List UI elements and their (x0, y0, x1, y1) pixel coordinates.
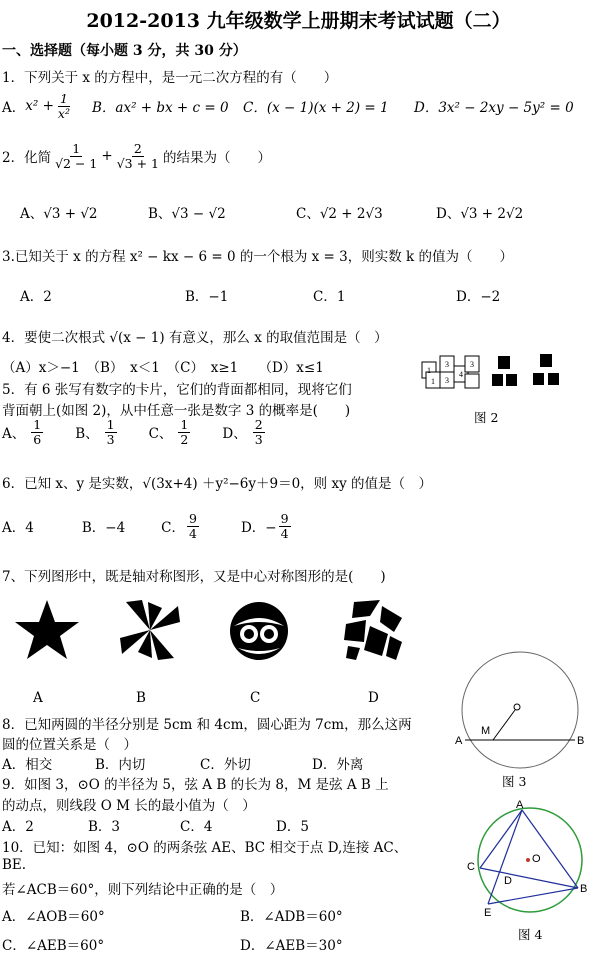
q1-a-label: A． (2, 100, 26, 116)
q8-option-d: D．外离 (312, 757, 364, 773)
numerator: 9 (189, 511, 197, 526)
q9-option-a: A．2 (2, 819, 34, 835)
q8-stem-line2: 圆的位置关系是（ ） (2, 737, 137, 753)
numerator: 1 (59, 90, 68, 106)
q1-option-c: C．(x − 1)(x + 2) = 1 (243, 100, 389, 116)
fig4-point-b: B (580, 883, 588, 895)
q5-stem-line2: 背面朝上(如图 2)，从中任意一张是数字 3 的概率是( ) (2, 403, 351, 419)
q3-option-c: C．1 (313, 289, 346, 305)
q2-stem (2, 134, 271, 178)
q5-a-label: A、 (2, 426, 26, 443)
card-number: 4 (459, 370, 463, 379)
q6-d-fraction (279, 512, 291, 541)
denominator: √3 + 1 (116, 155, 159, 171)
numerator: 9 (280, 511, 289, 526)
q2-fraction-2 (115, 142, 161, 171)
q9-stem-line2: 的动点，则线段 O M 长的最小值为（ ） (2, 798, 256, 814)
q2-stem-pre: 2．化简 (2, 150, 52, 166)
q3-option-a: A．2 (20, 289, 52, 305)
q5-a-fraction (31, 418, 43, 447)
q8-stem-line1: 8．已知两圆的半径分别是 5cm 和 4cm，圆心距为 7cm，那么这两 (2, 717, 412, 733)
card-number: 1 (431, 377, 435, 386)
fig4-point-c: C (467, 861, 475, 873)
card-number: 3 (445, 376, 449, 385)
q5-c-label: C、 (148, 426, 173, 443)
shape-d-pattern (340, 598, 406, 664)
fig4-point-o: O (532, 853, 541, 865)
q2-plus: + (101, 148, 113, 164)
q1-option-b: B．ax² + bx + c = 0 (92, 100, 229, 116)
fig4-point-d: D (504, 875, 512, 887)
q5-d-fraction (253, 418, 265, 447)
q8-option-a: A．相交 (2, 757, 53, 773)
figure-4-caption: 图 4 (518, 927, 543, 942)
q10-stem-line1: 10．已知：如图 4，⊙O 的两条弦 AE、BC 相交于点 D,连接 AC、 (2, 840, 408, 856)
q10-option-c: C．∠AEB＝60° (2, 938, 105, 954)
numerator: 1 (33, 417, 42, 432)
q6-option-a: A．4 (2, 520, 34, 537)
q2-stem-post: 的结果为（ ） (163, 150, 271, 166)
fig4-point-a: A (516, 799, 524, 811)
figure-2-cards (420, 350, 595, 400)
denominator: 3 (106, 431, 115, 447)
q6-options (2, 512, 293, 541)
q9-option-b: B．3 (88, 819, 121, 835)
q7-label-d: D (368, 690, 379, 706)
q10-stem-line3: 若∠ACB＝60°，则下列结论中正确的是（ ） (2, 882, 284, 898)
q1-option-d: D．3x² − 2xy − 5y² = 0 (414, 100, 574, 116)
page-title: 2012-2013 九年级数学上册期末考试试题（二） (86, 10, 511, 32)
denominator: 4 (280, 525, 289, 541)
card-number: 3 (445, 360, 449, 369)
q8-option-c: C．外切 (200, 757, 251, 773)
denominator: 2 (180, 431, 189, 447)
q10-stem-line2: BE. (2, 857, 27, 873)
denominator: 3 (254, 431, 263, 447)
numerator: 2 (254, 417, 263, 432)
q10-option-d: D．∠AEB＝30° (240, 938, 343, 954)
fig3-point-b: B (577, 735, 585, 747)
q1-a-fraction (56, 92, 72, 121)
q2-option-d: D、√3 + 2√2 (436, 206, 524, 222)
section-heading: 一、选择题（每小题 3 分，共 30 分） (2, 43, 247, 59)
numerator: 2 (133, 140, 142, 156)
q9-stem-line1: 9．如图 3，⊙O 的半径为 5，弦 A B 的长为 8，M 是弦 A B 上 (2, 777, 389, 793)
denominator: √2 − 1 (55, 155, 98, 171)
q5-options (2, 418, 267, 447)
q10-option-a: A．∠AOB＝60° (2, 909, 105, 925)
q4-options: （A）x＞−1 （B） x＜1 （C） x≥1 （D）x≤1 (2, 360, 324, 376)
q8-option-b: B．内切 (95, 757, 146, 773)
q5-b-label: B、 (75, 426, 99, 443)
shape-a-star (12, 598, 82, 662)
denominator: 6 (33, 431, 42, 447)
q7-stem: 7、下列图形中，既是轴对称图形，又是中心对称图形的是( ) (2, 569, 386, 585)
denominator: x² (57, 105, 70, 121)
q5-stem-line1: 5．有 6 张写有数字的卡片，它们的背面都相同，现将它们 (2, 382, 352, 398)
shape-b-pinwheel (118, 598, 182, 662)
numerator: 1 (72, 140, 81, 156)
card-number: 3 (470, 360, 474, 369)
q9-option-d: D．5 (276, 819, 309, 835)
figure-3-caption: 图 3 (502, 774, 527, 789)
q3-option-b: B．−1 (185, 289, 229, 305)
q6-c-fraction (187, 512, 199, 541)
q1-a-expr: x² + (25, 98, 54, 114)
figure-2-caption: 图 2 (474, 410, 499, 425)
numerator: 1 (106, 417, 115, 432)
q6-c-label: C． (161, 520, 186, 537)
q5-d-label: D、 (222, 426, 247, 443)
q1-stem: 1．下列关于 x 的方程中，是一元二次方程的有（ ） (2, 70, 338, 86)
q6-stem: 6．已知 x、y 是实数，√(3x+4) ＋y²−6y＋9＝0，则 xy 的值是（ ） (2, 476, 433, 492)
fig3-point-a: A (455, 735, 463, 747)
q7-label-a: A (33, 690, 43, 706)
fig4-point-e: E (484, 907, 492, 919)
q7-label-c: C (250, 690, 261, 706)
figure-3-circle (455, 660, 595, 760)
q3-option-d: D．−2 (456, 289, 501, 305)
q2-fraction-1 (53, 142, 99, 171)
q1-option-a (2, 88, 74, 124)
denominator: 4 (189, 525, 197, 541)
q7-label-b: B (136, 690, 146, 706)
numerator: 1 (180, 417, 189, 432)
figure-4-circle (462, 800, 592, 925)
q5-c-fraction (178, 418, 190, 447)
q6-d-label: D．− (240, 520, 277, 537)
q6-option-b: B．−4 (81, 520, 126, 537)
q3-stem: 3.已知关于 x 的方程 x² − kx − 6 = 0 的一个根为 x = 3，则实数 k 的值为（ ） (2, 249, 513, 265)
card-back-group (492, 354, 559, 386)
fig3-point-m: M (481, 725, 491, 737)
shape-c-circle-pattern (228, 600, 290, 662)
q2-option-c: C、√2 + 2√3 (296, 206, 383, 222)
q2-option-b: B、√3 − √2 (148, 206, 226, 222)
q10-option-b: B．∠ADB＝60° (240, 909, 343, 925)
q4-stem: 4．要使二次根式 √(x − 1) 有意义，那么 x 的取值范围是（ ） (2, 330, 388, 346)
q9-option-c: C．4 (180, 819, 213, 835)
q5-b-fraction (105, 418, 117, 447)
q2-option-a: A、√3 + √2 (20, 206, 98, 222)
card-number: 1 (427, 366, 431, 375)
